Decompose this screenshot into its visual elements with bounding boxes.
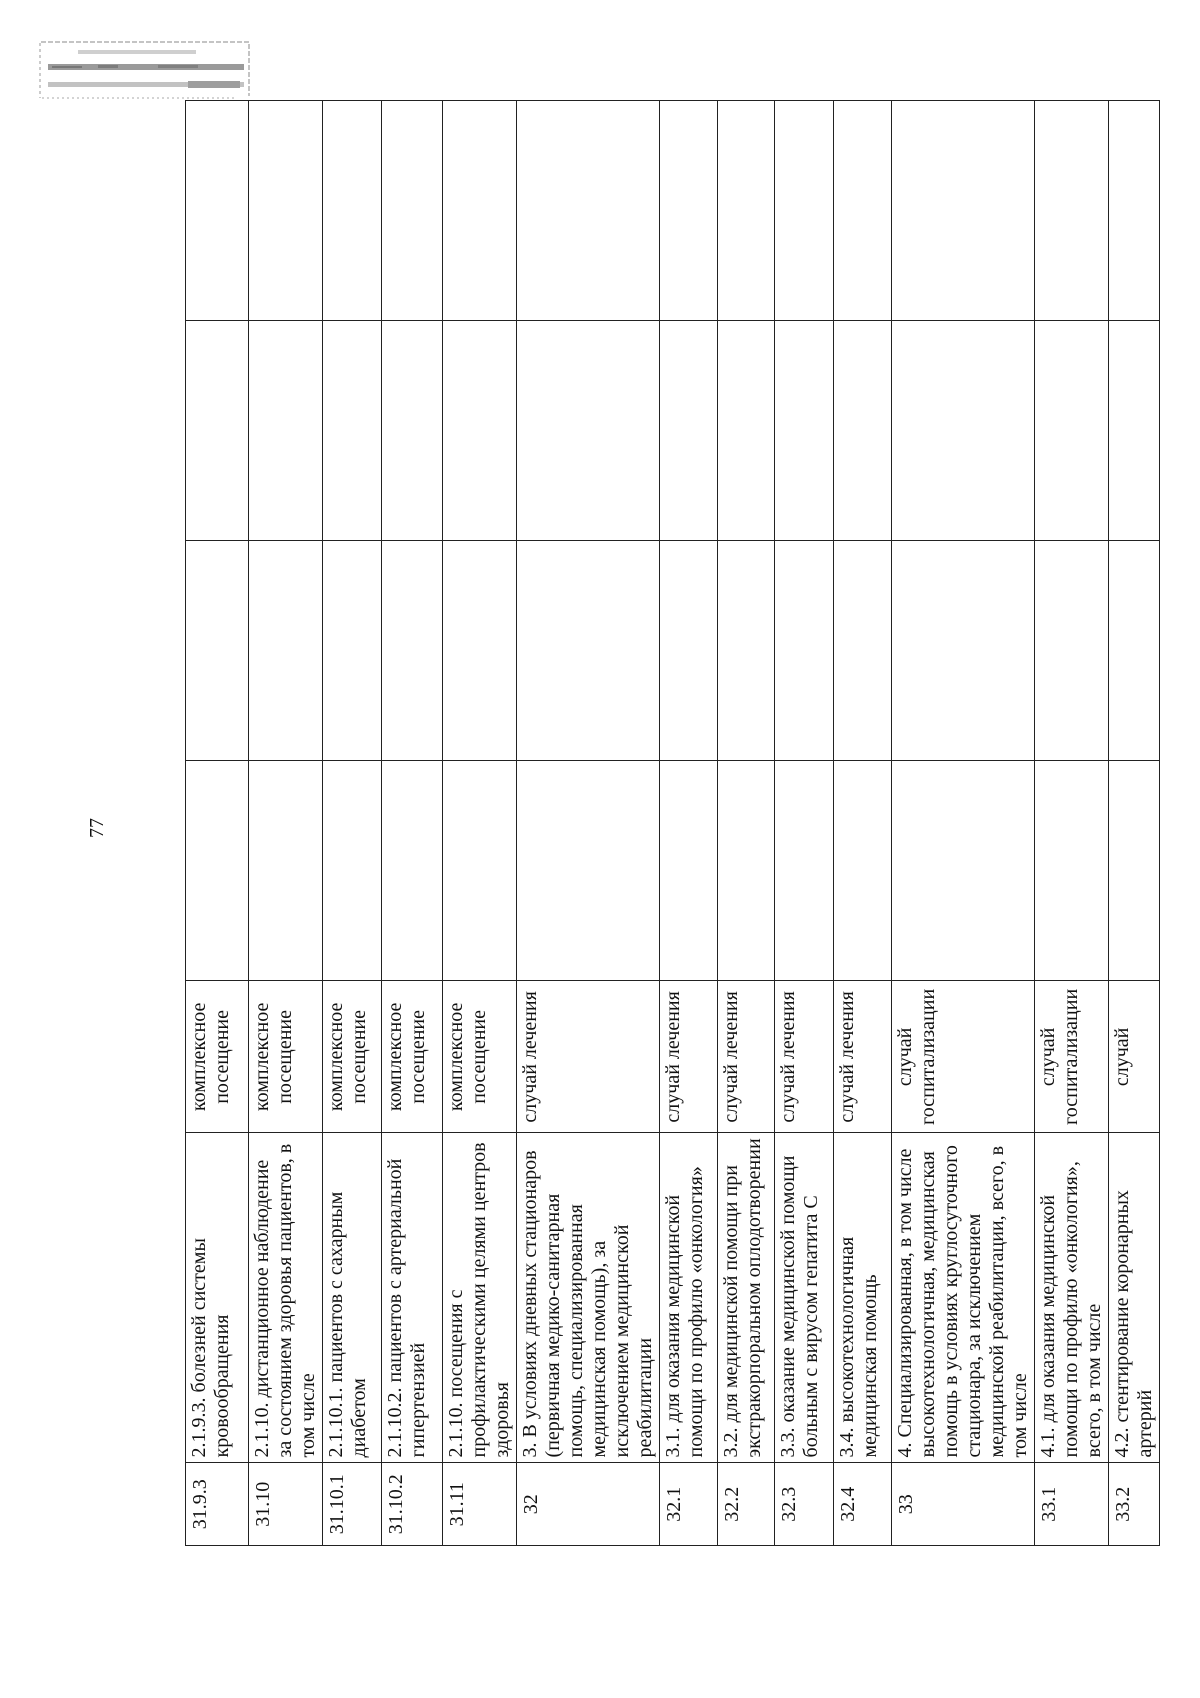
row-unit: случай лечения bbox=[775, 981, 834, 1133]
empty-cell bbox=[1109, 321, 1160, 541]
table-row bbox=[834, 101, 892, 1546]
empty-cell bbox=[443, 761, 517, 981]
empty-cell bbox=[1109, 101, 1160, 321]
empty-cell bbox=[892, 321, 1035, 541]
empty-cell bbox=[834, 321, 892, 541]
row-description: 2.1.10.2. пациентов с артериальной гипертензией bbox=[382, 1133, 443, 1463]
table-row bbox=[249, 101, 323, 1546]
row-description: 3.2. для медицинской помощи при экстракорпоральном оплодотворении bbox=[718, 1133, 775, 1463]
empty-cell bbox=[660, 541, 718, 761]
empty-cell bbox=[892, 541, 1035, 761]
table-row bbox=[1109, 101, 1160, 1546]
empty-cell bbox=[517, 101, 660, 321]
row-number: 31.11 bbox=[443, 1463, 517, 1546]
empty-cell bbox=[660, 101, 718, 321]
stamp-graphic bbox=[38, 40, 252, 102]
row-description: 3.3. оказание медицинской помощи больным с вирусом гепатита С bbox=[775, 1133, 834, 1463]
row-unit: случай bbox=[1109, 981, 1160, 1133]
empty-cell bbox=[382, 761, 443, 981]
row-description: 4. Специализированная, в том числе высокотехнологичная, медицинская помощь в условиях круглосуточного стационара, за исключением медицинской реабилитации, всего, в том числе bbox=[892, 1133, 1035, 1463]
table-row bbox=[892, 101, 1035, 1546]
empty-cell bbox=[186, 541, 249, 761]
empty-cell bbox=[443, 101, 517, 321]
table-row bbox=[443, 101, 517, 1546]
row-number: 31.10.2 bbox=[382, 1463, 443, 1546]
row-description: 3.1. для оказания медицинской помощи по профилю «онкология» bbox=[660, 1133, 718, 1463]
row-number: 33.1 bbox=[1035, 1463, 1109, 1546]
row-description: 2.1.10. посещения с профилактическими целями центров здоровья bbox=[443, 1133, 517, 1463]
table-row bbox=[186, 101, 249, 1546]
row-number: 31.10 bbox=[249, 1463, 323, 1546]
table-row bbox=[1035, 101, 1109, 1546]
empty-cell bbox=[775, 101, 834, 321]
table-row bbox=[517, 101, 660, 1546]
page-number: 77 bbox=[86, 818, 108, 838]
row-description: 2.1.9.3. болезней системы кровообращения bbox=[186, 1133, 249, 1463]
row-unit: комплексное посещение bbox=[323, 981, 382, 1133]
empty-cell bbox=[186, 321, 249, 541]
empty-cell bbox=[249, 541, 323, 761]
empty-cell bbox=[382, 101, 443, 321]
table-row bbox=[323, 101, 382, 1546]
empty-cell bbox=[249, 101, 323, 321]
empty-cell bbox=[249, 321, 323, 541]
row-unit: случай лечения bbox=[834, 981, 892, 1133]
empty-cell bbox=[323, 321, 382, 541]
row-number: 31.9.3 bbox=[186, 1463, 249, 1546]
empty-cell bbox=[834, 541, 892, 761]
row-unit: случай лечения bbox=[660, 981, 718, 1133]
empty-cell bbox=[892, 101, 1035, 321]
document-stamp bbox=[38, 40, 252, 102]
row-number: 32.1 bbox=[660, 1463, 718, 1546]
row-description: 3. В условиях дневных стационаров (первичная медико-санитарная помощь, специализированная медицинская помощь), за исключением медицинской реабилитации bbox=[517, 1133, 660, 1463]
empty-cell bbox=[1035, 321, 1109, 541]
row-unit: комплексное посещение bbox=[249, 981, 323, 1133]
row-unit: случай лечения bbox=[517, 981, 660, 1133]
empty-cell bbox=[323, 541, 382, 761]
empty-cell bbox=[718, 761, 775, 981]
empty-cell bbox=[1035, 761, 1109, 981]
row-number: 33 bbox=[892, 1463, 1035, 1546]
row-unit: случай госпитализации bbox=[892, 981, 1035, 1133]
empty-cell bbox=[775, 541, 834, 761]
row-number: 32.4 bbox=[834, 1463, 892, 1546]
row-description: 4.1. для оказания медицинской помощи по профилю «онкология», всего, в том числе bbox=[1035, 1133, 1109, 1463]
empty-cell bbox=[249, 761, 323, 981]
row-description: 2.1.10. дистанционное наблюдение за состоянием здоровья пациентов, в том числе bbox=[249, 1133, 323, 1463]
empty-cell bbox=[660, 761, 718, 981]
table-row bbox=[660, 101, 718, 1546]
empty-cell bbox=[892, 761, 1035, 981]
empty-cell bbox=[718, 101, 775, 321]
row-unit: комплексное посещение bbox=[382, 981, 443, 1133]
empty-cell bbox=[517, 321, 660, 541]
row-number: 32.2 bbox=[718, 1463, 775, 1546]
row-number: 33.2 bbox=[1109, 1463, 1160, 1546]
row-unit: случай лечения bbox=[718, 981, 775, 1133]
empty-cell bbox=[718, 321, 775, 541]
row-number: 31.10.1 bbox=[323, 1463, 382, 1546]
row-description: 2.1.10.1. пациентов с сахарным диабетом bbox=[323, 1133, 382, 1463]
row-description: 3.4. высокотехнологичная медицинская помощь bbox=[834, 1133, 892, 1463]
empty-cell bbox=[517, 541, 660, 761]
empty-cell bbox=[775, 321, 834, 541]
empty-cell bbox=[382, 321, 443, 541]
empty-cell bbox=[1109, 761, 1160, 981]
row-unit: комплексное посещение bbox=[186, 981, 249, 1133]
empty-cell bbox=[186, 101, 249, 321]
table-row bbox=[775, 101, 834, 1546]
empty-cell bbox=[1035, 541, 1109, 761]
empty-cell bbox=[1035, 101, 1109, 321]
row-number: 32 bbox=[517, 1463, 660, 1546]
table-row bbox=[718, 101, 775, 1546]
data-table-rotated bbox=[185, 100, 1156, 1546]
empty-cell bbox=[382, 541, 443, 761]
empty-cell bbox=[443, 321, 517, 541]
empty-cell bbox=[1109, 541, 1160, 761]
empty-cell bbox=[323, 101, 382, 321]
data-table bbox=[185, 100, 1160, 1546]
empty-cell bbox=[718, 541, 775, 761]
empty-cell bbox=[834, 761, 892, 981]
row-unit: комплексное посещение bbox=[443, 981, 517, 1133]
row-unit: случай госпитализации bbox=[1035, 981, 1109, 1133]
table-row bbox=[382, 101, 443, 1546]
empty-cell bbox=[443, 541, 517, 761]
empty-cell bbox=[323, 761, 382, 981]
row-description: 4.2. стентирование коронарных артерий bbox=[1109, 1133, 1160, 1463]
empty-cell bbox=[517, 761, 660, 981]
empty-cell bbox=[834, 101, 892, 321]
empty-cell bbox=[186, 761, 249, 981]
empty-cell bbox=[660, 321, 718, 541]
row-number: 32.3 bbox=[775, 1463, 834, 1546]
empty-cell bbox=[775, 761, 834, 981]
